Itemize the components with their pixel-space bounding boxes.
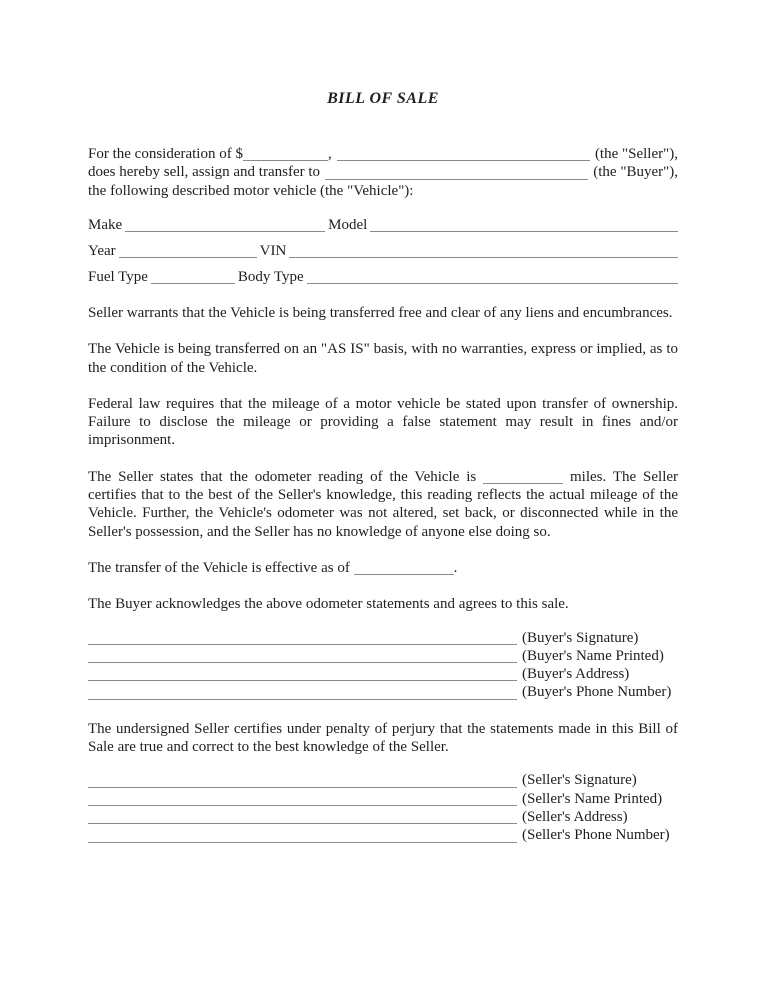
buyer-phone-blank[interactable]	[88, 686, 517, 700]
consideration-line-2	[88, 163, 678, 181]
seller-name-printed-blank[interactable]	[88, 792, 517, 806]
year-label: Year	[88, 242, 116, 259]
body-type-label: Body Type	[237, 268, 304, 285]
buyer-address-row	[88, 665, 678, 683]
seller-phone-blank[interactable]	[88, 829, 517, 843]
model-blank[interactable]	[370, 218, 678, 232]
buyer-signature-block	[88, 629, 678, 702]
seller-address-row	[88, 808, 678, 826]
buyer-signature-label: (Buyer's Signature)	[522, 629, 639, 646]
seller-address-blank[interactable]	[88, 810, 517, 824]
vehicle-row-fuel-body	[88, 268, 678, 286]
seller-name-blank[interactable]	[337, 147, 590, 161]
seller-signature-block	[88, 771, 678, 844]
seller-signature-blank[interactable]	[88, 774, 517, 788]
buyer-signature-blank[interactable]	[88, 631, 517, 645]
seller-phone-label: (Seller's Phone Number)	[522, 827, 670, 844]
seller-signature-label: (Seller's Signature)	[522, 772, 637, 789]
vin-label: VIN	[259, 242, 287, 259]
seller-phone-row	[88, 826, 678, 844]
fuel-type-blank[interactable]	[151, 270, 235, 284]
seller-signature-row	[88, 771, 678, 789]
seller-address-label: (Seller's Address)	[522, 808, 628, 825]
vehicle-details-section	[88, 216, 678, 286]
buyer-address-blank[interactable]	[88, 667, 517, 681]
federal-law-paragraph: Federal law requires that the mileage of a motor vehicle be stated upon transfer of ownership. Failure to disclose the mileage or providing a false statement may result in fines and/or imprisonment.	[88, 395, 678, 449]
effective-date-blank[interactable]	[354, 562, 454, 575]
buyer-designation: (the "Buyer"),	[593, 164, 678, 181]
consideration-paragraph	[88, 145, 678, 200]
seller-certification-paragraph: The undersigned Seller certifies under penalty of perjury that the statements made in this Bill of Sale are true and correct to the best knowledge of the Seller.	[88, 720, 678, 756]
buyer-name-printed-label: (Buyer's Name Printed)	[522, 647, 664, 664]
buyer-name-printed-row	[88, 647, 678, 665]
odometer-reading-blank[interactable]	[483, 471, 563, 484]
make-blank[interactable]	[125, 218, 325, 232]
buyer-phone-row	[88, 683, 678, 701]
seller-name-printed-row	[88, 790, 678, 808]
document-title: BILL OF SALE	[327, 90, 439, 107]
consideration-prefix: For the consideration of $	[88, 146, 243, 162]
vin-blank[interactable]	[289, 244, 678, 258]
liens-warranty-paragraph: Seller warrants that the Vehicle is being transferred free and clear of any liens and encumbrances.	[88, 304, 673, 321]
consideration-amount-blank[interactable]	[243, 147, 328, 161]
fuel-type-label: Fuel Type	[88, 268, 148, 285]
buyer-acknowledgement-paragraph: The Buyer acknowledges the above odometer statements and agrees to this sale.	[88, 596, 569, 613]
odometer-paragraph	[88, 468, 678, 541]
effective-date-line	[88, 559, 678, 577]
effective-date-period: .	[453, 559, 458, 576]
odometer-suffix: miles. The Seller certifies that to the best of the Seller's knowledge, this reading reflects the actual mileage of the Vehicle. Further, the Vehicle's odometer was not altered, set back, or disconnected while in the Seller's possession, and the Seller has no knowledge of anyone else doing so.	[88, 468, 679, 540]
year-blank[interactable]	[119, 244, 257, 258]
effective-date-prefix: The transfer of the Vehicle is effective as of	[88, 559, 350, 576]
odometer-prefix: The Seller states that the odometer reading of the Vehicle is	[88, 468, 477, 485]
transfer-to-prefix: does hereby sell, assign and transfer to	[88, 164, 321, 181]
buyer-name-printed-blank[interactable]	[88, 649, 517, 663]
body-type-blank[interactable]	[307, 270, 678, 284]
buyer-address-label: (Buyer's Address)	[522, 666, 630, 683]
buyer-phone-label: (Buyer's Phone Number)	[522, 684, 672, 701]
vehicle-description-intro: the following described motor vehicle (the "Vehicle"):	[88, 182, 414, 199]
vehicle-row-make-model	[88, 216, 678, 234]
seller-name-printed-label: (Seller's Name Printed)	[522, 790, 663, 807]
consideration-line-1	[88, 145, 678, 163]
model-label: Model	[328, 216, 368, 233]
consideration-comma: ,	[327, 146, 332, 162]
seller-designation: (the "Seller"),	[594, 146, 678, 162]
as-is-paragraph: The Vehicle is being transferred on an "AS IS" basis, with no warranties, express or implied, as to the condition of the Vehicle.	[88, 341, 678, 376]
vehicle-row-year-vin	[88, 242, 678, 260]
buyer-signature-row	[88, 629, 678, 647]
buyer-name-blank[interactable]	[325, 166, 588, 180]
make-label: Make	[88, 216, 123, 233]
